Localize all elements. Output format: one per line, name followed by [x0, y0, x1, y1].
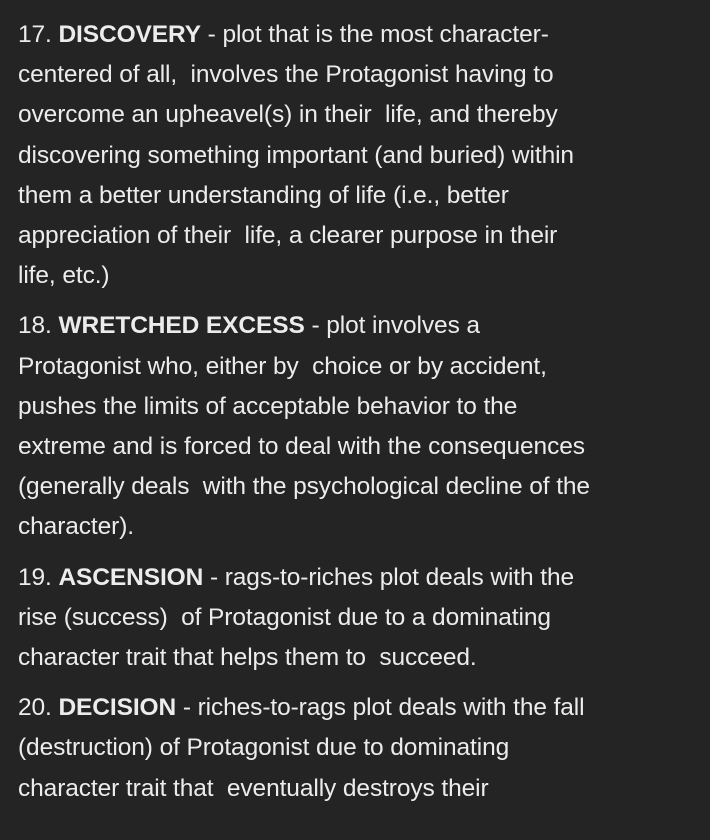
entry-description: - riches-to-rags plot deals with the fall (destruction) of Protagonist due to dominating character trait that eventually destroys their: [18, 694, 585, 802]
entry-name: DISCOVERY: [58, 21, 201, 48]
entry-description: - plot involves a Protagonist who, either by choice or by accident, pushes the limits of acceptable behavior to the extreme and is forced to deal with the consequences (generally deals with the psychological decline of the character).: [18, 312, 590, 541]
entry-description: - plot that is the most character- centered of all, involves the Protagonist having to overcome an upheavel(s) in their life, and thereby discovering something important (and buried) within them a better understanding of life (i.e., better appreciation of their life, a clearer purpose in their life, etc.): [18, 21, 574, 290]
plot-entry-ascension: [18, 558, 692, 679]
plot-entry-decision: [18, 688, 692, 809]
entry-name: ASCENSION: [58, 563, 204, 591]
entry-name: WRETCHED EXCESS: [58, 312, 305, 340]
entry-number: 20.: [18, 694, 59, 722]
entry-description: - rags-to-riches plot deals with the rise (success) of Protagonist due to a dominating character trait that helps them to succeed.: [18, 563, 574, 672]
entry-name: DECISION: [58, 694, 177, 722]
entry-number: 18.: [18, 312, 59, 340]
plot-entry-discovery: [18, 15, 692, 296]
entry-number: 17.: [18, 21, 59, 48]
entry-number: 19.: [18, 563, 59, 591]
plot-entry-wretched-excess: [18, 306, 692, 547]
